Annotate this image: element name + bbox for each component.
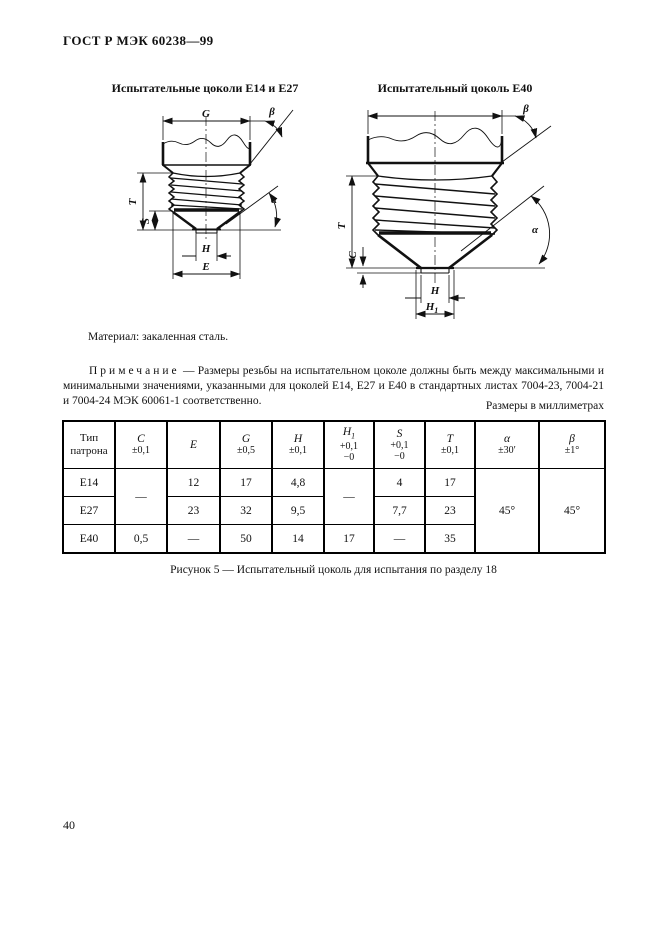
- cell-e27-t: 23: [425, 497, 475, 525]
- cell-beta-value: 45°: [539, 469, 605, 554]
- dim-label-s: S: [140, 217, 152, 225]
- cell-e14-h: 4,8: [272, 469, 324, 497]
- dimension-labels: [127, 106, 278, 273]
- dim-label-t-left: T: [127, 198, 139, 206]
- cell-e40-s: —: [374, 525, 425, 554]
- cell-e27-e: 23: [167, 497, 220, 525]
- col-t: T ±0,1: [425, 421, 475, 469]
- dim-label-alpha-left: α: [270, 194, 278, 206]
- cell-e40-h1: 17: [324, 525, 374, 554]
- cell-alpha-value: 45°: [475, 469, 539, 554]
- cell-e27-h: 9,5: [272, 497, 324, 525]
- page-number: 40: [63, 818, 75, 832]
- dim-label-e: E: [202, 261, 210, 273]
- cell-e40-type: Е40: [63, 525, 115, 554]
- dim-label-beta-right: β: [523, 103, 529, 115]
- cell-e14-e27-c: —: [115, 469, 167, 525]
- note-text: — Размеры резьбы на испытательном цоколе должны быть между максимальными и минимальными значениями, указанными для цоколей Е14, Е27 и Е40 в стандартных листах 7004-23, 7004-21 и 7004-24 МЭК 60061-1 соответственно.: [63, 364, 605, 407]
- col-c: C ±0,1: [115, 421, 167, 469]
- col-alpha: α ±30′: [475, 421, 539, 469]
- dimensions-table: [62, 420, 606, 554]
- col-s: S +0,1 −0: [374, 421, 425, 469]
- col-type-label: Тип патрона: [70, 432, 108, 457]
- dimension-lines: [137, 110, 293, 279]
- figure-caption: Рисунок 5 — Испытательный цоколь для испытания по разделу 18: [170, 564, 497, 576]
- cell-e40-h: 14: [272, 525, 324, 554]
- cell-e14-t: 17: [425, 469, 475, 497]
- cell-e27-s: 7,7: [374, 497, 425, 525]
- col-h1: $H_1$ +0,1 −0: [324, 421, 374, 469]
- dim-label-h1: $H_1$: [425, 301, 439, 315]
- note-label: Примечание: [89, 364, 180, 377]
- dim-label-alpha-right: α: [531, 224, 539, 236]
- units-label: Размеры в миллиметрах: [485, 400, 604, 412]
- col-g: G ±0,5: [220, 421, 272, 469]
- cell-e14-s: 4: [374, 469, 425, 497]
- cell-e14-type: Е14: [63, 469, 115, 497]
- cell-e27-g: 32: [220, 497, 272, 525]
- cell-e40-c: 0,5: [115, 525, 167, 554]
- cell-e40-g: 50: [220, 525, 272, 554]
- col-e: E: [167, 421, 220, 469]
- left-figure-title: Испытательные цоколи Е14 и Е27: [111, 81, 299, 95]
- col-beta: β ±1°: [539, 421, 605, 469]
- cell-e40-t: 35: [425, 525, 475, 554]
- dim-label-h-right: H: [430, 285, 440, 297]
- dim-label-t-right: T: [336, 222, 348, 230]
- cell-e40-e: —: [167, 525, 220, 554]
- dim-label-c: C: [347, 251, 359, 259]
- cell-e27-type: Е27: [63, 497, 115, 525]
- table-row-e14: [63, 469, 605, 497]
- test-cap-e40-drawing: [333, 98, 563, 338]
- dim-label-h-left: H: [201, 243, 211, 255]
- test-cap-e14-e27-drawing: [118, 100, 308, 305]
- right-figure-title: Испытательный цоколь Е40: [377, 81, 533, 95]
- cell-e14-e27-h1: —: [324, 469, 374, 525]
- doc-header: ГОСТ Р МЭК 60238—99: [63, 33, 214, 48]
- col-h: H ±0,1: [272, 421, 324, 469]
- dimension-labels: [336, 103, 539, 315]
- cap-body: [162, 135, 251, 233]
- table-header-row: [63, 421, 605, 469]
- cell-e14-e: 12: [167, 469, 220, 497]
- dim-label-g: G: [202, 108, 210, 120]
- cell-e14-g: 17: [220, 469, 272, 497]
- material-text: Материал: закаленная сталь.: [88, 331, 229, 343]
- col-type: [63, 421, 115, 469]
- dim-label-beta-left: β: [269, 106, 275, 118]
